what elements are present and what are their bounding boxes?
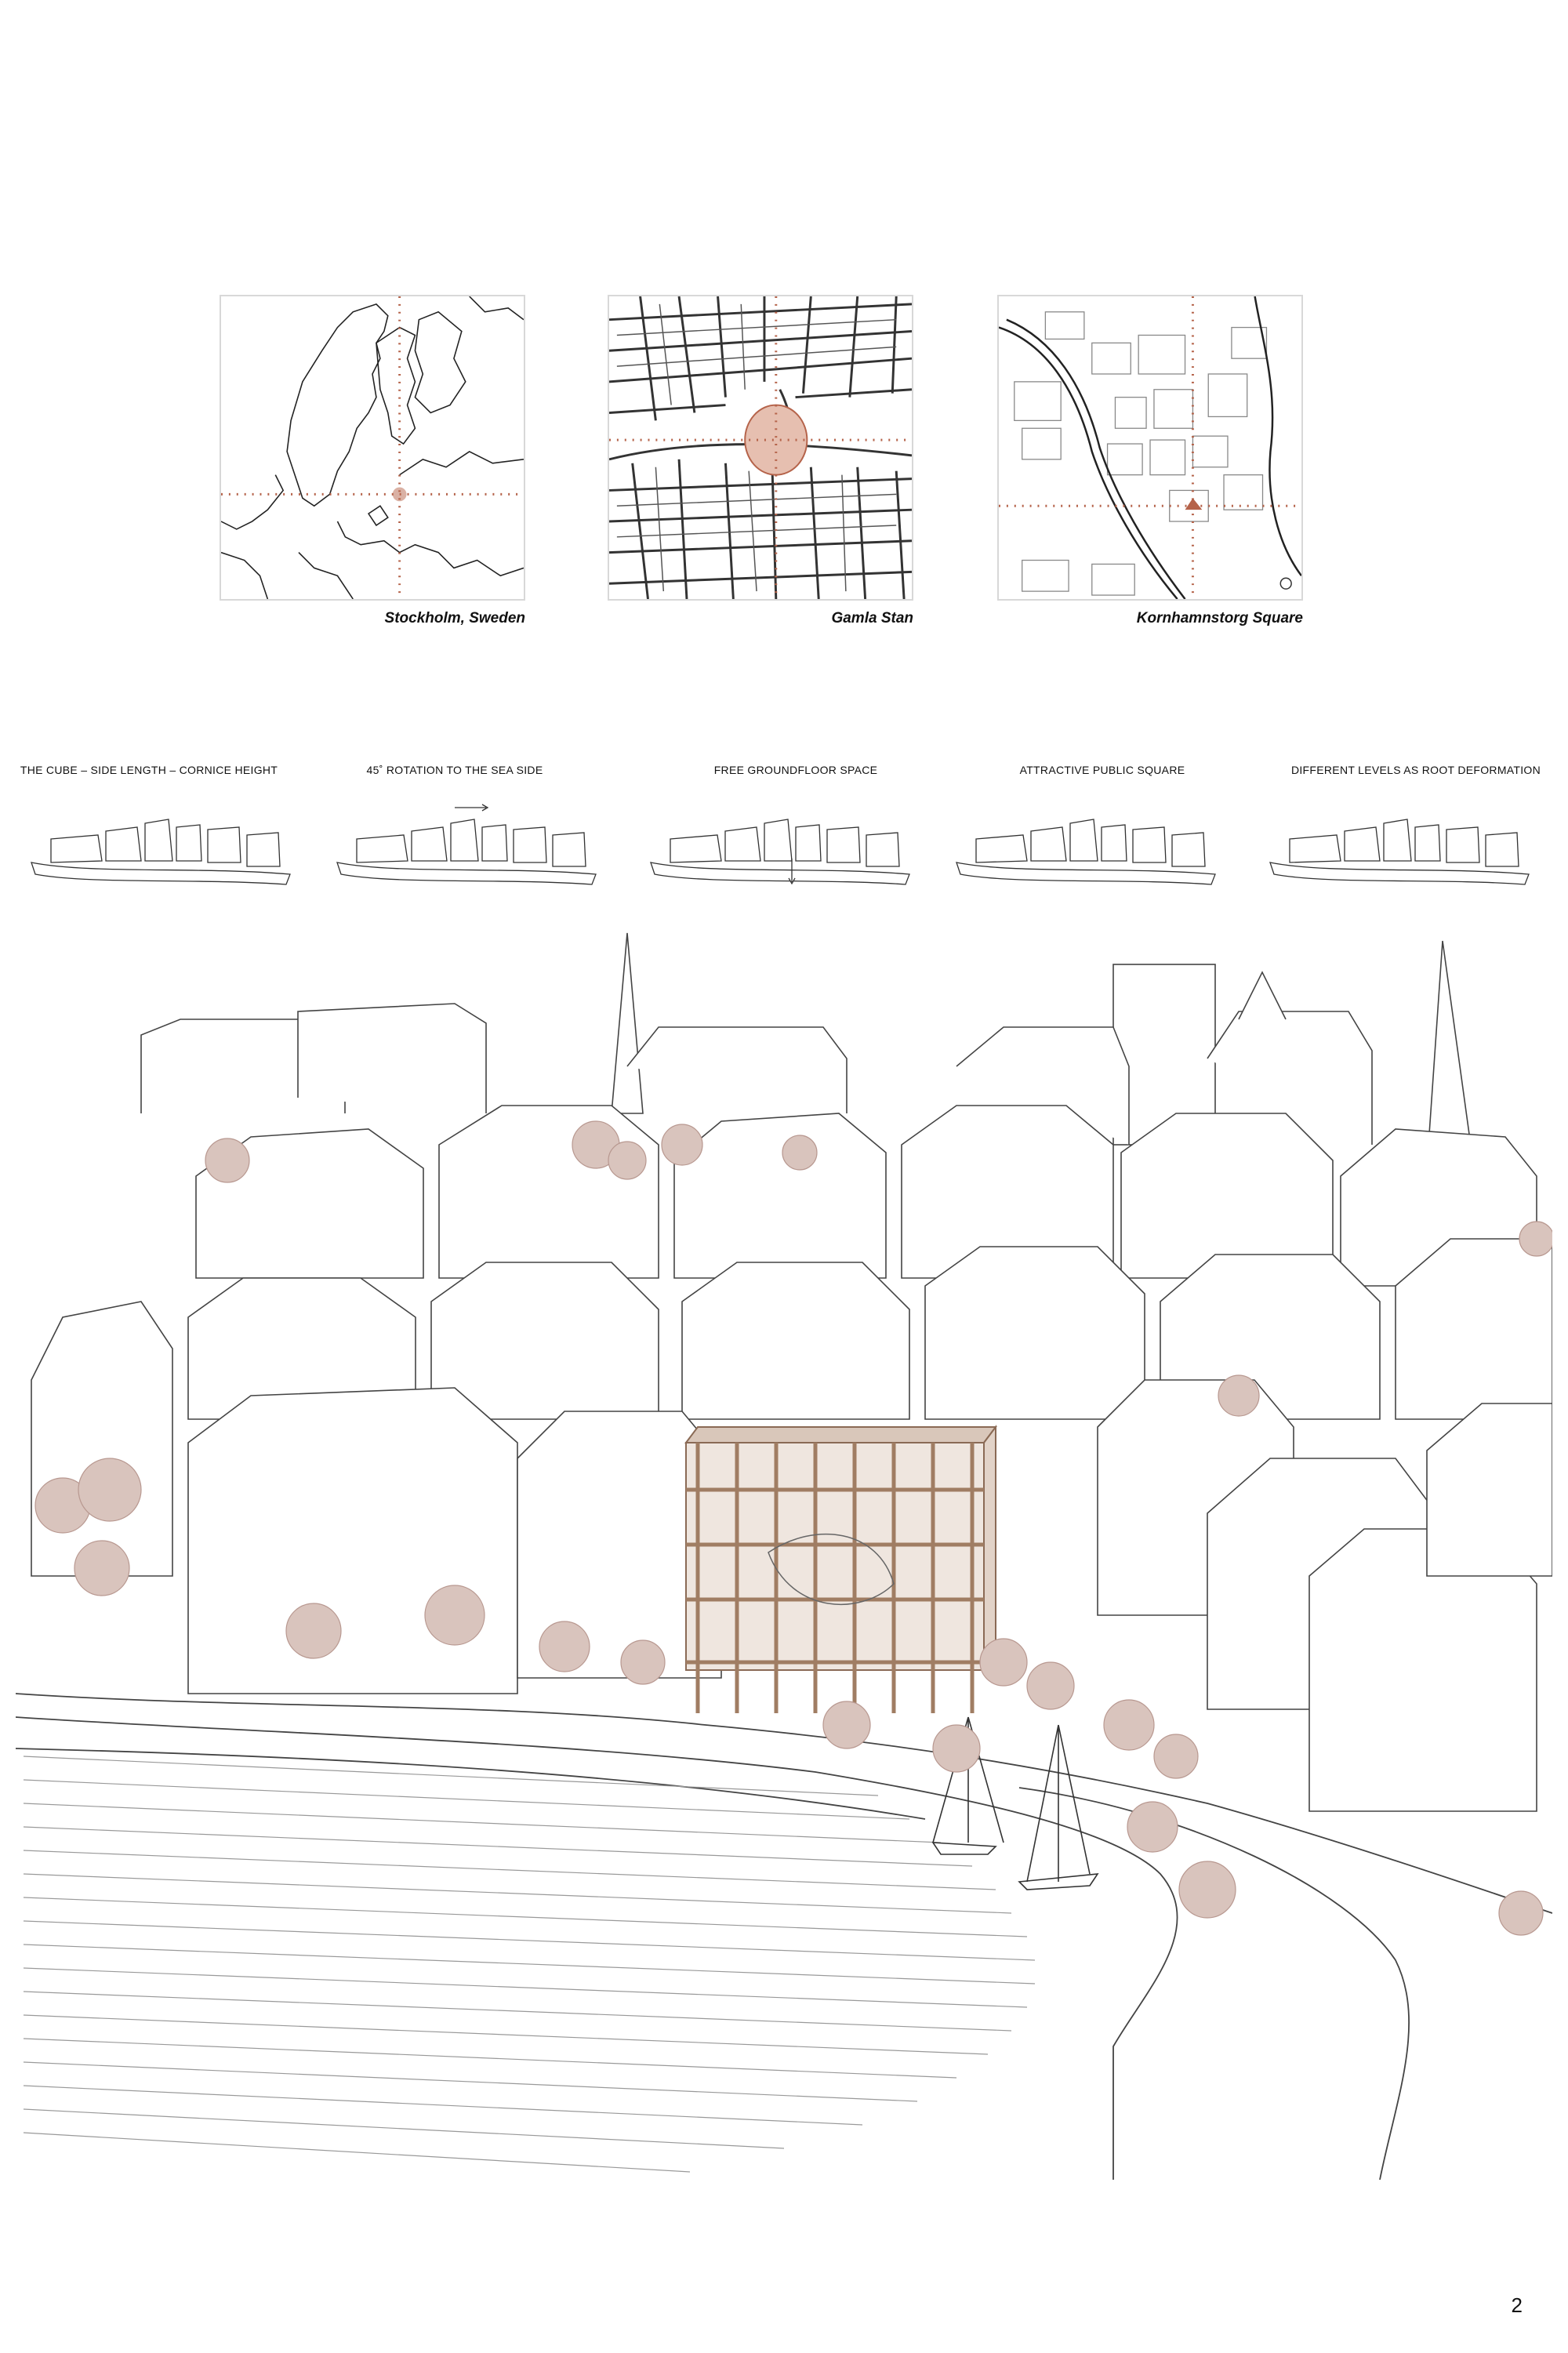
concept-sketch-cube <box>27 800 294 886</box>
concept-step-title: ATTRACTIVE PUBLIC SQUARE <box>1019 764 1185 776</box>
page-number: 2 <box>1511 2293 1523 2317</box>
map-caption-stockholm: Stockholm, Sweden <box>384 610 525 626</box>
kornhamnstorg-site-map <box>999 296 1301 599</box>
aerial-perspective-drawing <box>16 910 1552 2180</box>
city-perspective <box>16 910 1552 2180</box>
concept-step-title: THE CUBE – SIDE LENGTH – CORNICE HEIGHT <box>20 764 278 776</box>
compass-icon <box>1280 578 1291 589</box>
cube-building <box>686 1427 996 1713</box>
water-hatching <box>24 1756 1035 2172</box>
map-kornhamnstorg <box>997 295 1303 601</box>
map-caption-kornhamnstorg: Kornhamnstorg Square <box>1136 610 1303 626</box>
concept-sketch-rotation <box>333 800 600 886</box>
concept-step-title: 45˚ ROTATION TO THE SEA SIDE <box>366 764 543 776</box>
concept-step-title: DIFFERENT LEVELS AS ROOT DEFORMATION <box>1290 764 1541 776</box>
concept-sketch-levels <box>1266 800 1533 886</box>
concept-sketch-public-square <box>953 800 1219 886</box>
concept-step-title: FREE GROUNDFLOOR SPACE <box>713 764 878 776</box>
scandinavia-map <box>221 296 524 599</box>
map-stockholm <box>220 295 525 601</box>
map-gamla-stan <box>608 295 913 601</box>
gamla-stan-street-map <box>609 296 912 599</box>
map-caption-gamla-stan: Gamla Stan <box>831 610 913 626</box>
concept-sketch-groundfloor <box>647 800 913 886</box>
